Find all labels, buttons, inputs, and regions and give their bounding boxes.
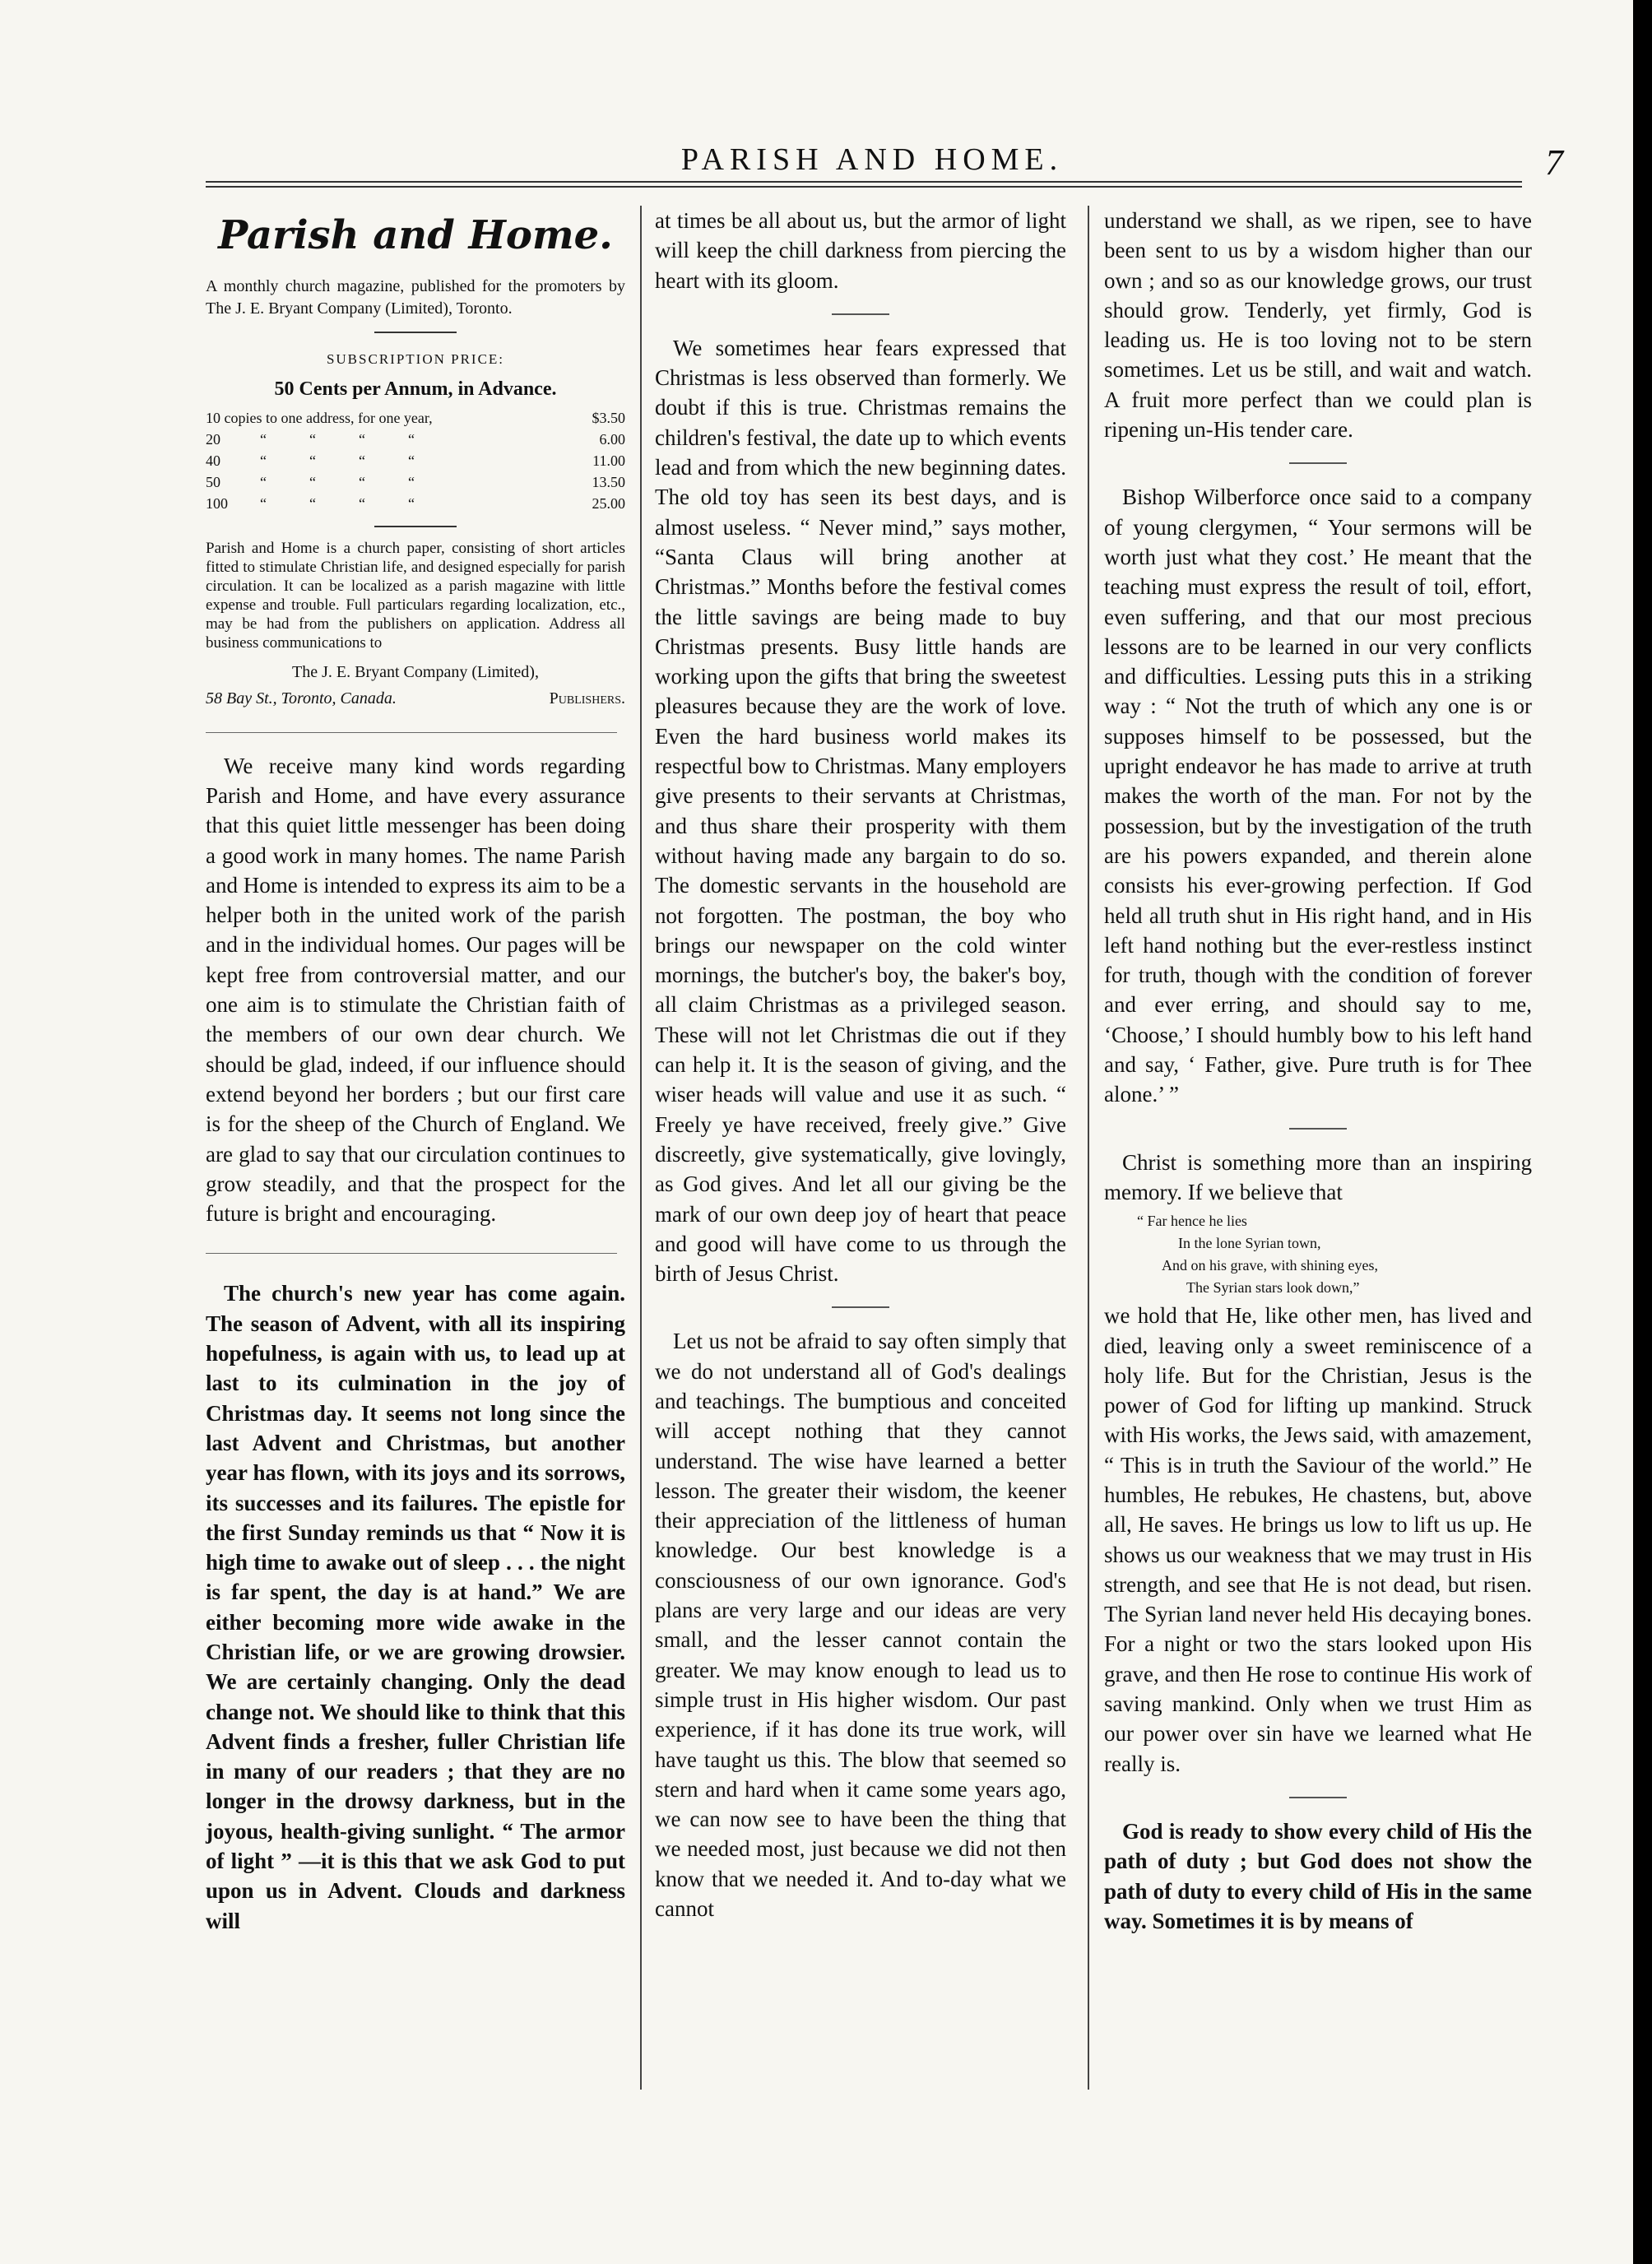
rate-amount: 25.00 [592,495,625,513]
rate-row: 50 “ “ “ “ 13.50 [206,471,625,493]
masthead-description: A monthly church magazine, published for the promoters by The J. E. Bryant Company (Limited), Toronto. [206,276,625,318]
subscription-label: SUBSCRIPTION PRICE: [326,350,505,367]
divider [1289,462,1347,464]
rate-row: 40 “ “ “ “ 11.00 [206,450,625,471]
article-paragraph: Bishop Wilberforce once said to a company of young clergymen, “ Your sermons will be worth just what they cost.’ He meant that the teaching must express the result of toil, effort, even suffering, and that our most precious lessons are to be learned in our very conflicts and difficulties. Lessing puts this in a striking way : “ Not the truth of which any one is or supposes himself to be possessed, but the upright endeavor he has made to arrive at truth makes the worth of the man. For not by the possession, but by the investigation of the truth are his powers expanded, and therein alone consists his ever-growing perfection. If God held all truth shut in His right hand, and in His left hand nothing but the ever-restless instinct for truth, though with the condition of forever and ever erring, and should say to me, ‘Choose,’ I should humbly bow to his left hand and say, ‘ Father, give. Pure truth is for Thee alone.’ ” [1104,485,1532,1107]
publisher-notice: Parish and Home is a church paper, consisting of short articles fitted to stimulate Christian life, and designed especially for parish circulation. It can be localized as a parish magazine with little expense and trouble. Full particulars regarding localization, etc., may be had from the publishers on application. Address all business communications to [206,540,625,652]
publisher-address-row [206,684,625,713]
column-divider [1088,206,1089,2090]
divider [1289,1128,1347,1130]
page-number: 7 [1545,142,1563,183]
article-paragraph: Let us not be afraid to say often simply that we do not understand all of God's dealings and teachings. The bumptious and conceited will accept nothing that they cannot understand. The wise have learned a better lesson. The greater their wisdom, the keener their appreciation of the littleness of human knowledge. Our best knowledge is a consciousness of our own ignorance. God's plans are very large and our ideas are very small, and the lesser cannot contain the greater. We may know enough to lead us to simple trust in His higher wisdom. Our past experience, if it has done its true work, will have taught us this. The blow that seemed so stern and hard when it came some years ago, we can now see to have been the thing that we needed most, just because we did not then know that we needed it. And to-day what we cannot [655,1329,1066,1922]
divider [374,332,457,333]
divider [374,526,457,527]
article-paragraph: understand we shall, as we ripen, see to have been sent to us by a wisdom higher than our own ; and so as our knowledge grows, our trust should grow. Tenderly, yet firmly, God is leading us. He is too loving not to be stern sometimes. Let us be still, and wait and watch. A fruit more perfect than we could plan is ripening un-His tender care. [1104,208,1532,443]
article-paragraph: Christ is something more than an inspiring memory. If we believe that [1104,1149,1532,1204]
rate-amount: 11.00 [592,452,625,470]
article-paragraph: The church's new year has come again. The season of Advent, with all its inspiring hopefulness, is again with us, to lead up at last to its culmination in the joy of Christmas day. It seems not long since the last Advent and Christmas, but another year has flown, with its joys and its sorrows, its successes and its failures. The epistle for the first Sunday reminds us that “ Now it is high time to awake out of sleep . . . the night is far spent, the day is at hand.” We are either becoming more wide awake in the Christian life, or we are growing drowsier. We are certainly changing. Only the dead change not. We should like to think that this Advent finds a fresher, fuller Christian life in many of our readers ; that they are no longer in the drowsy darkness, but in the joyous, health-giving sunlight. “ The armor of light ” —it is this that we ask God to put upon us in Advent. Clouds and darkness will [206,1281,625,1933]
poem-line: The Syrian stars look down,” [1186,1279,1360,1297]
rates-table [206,407,625,514]
poem-line: In the lone Syrian town, [1178,1235,1321,1252]
column-2 [655,206,1066,2081]
section-rule [206,732,617,733]
column-3 [1104,206,1532,2081]
rate-copies: 10 copies to one address, for one year, [206,410,433,427]
rate-copies: 20 [206,431,220,448]
poem-quote [1137,1210,1532,1299]
article-paragraph: We receive many kind words regarding Parish and Home, and have every assurance that this quiet little messenger has been doing a good work in many homes. The name Parish and Home is intended to express its aim to be a helper both in the united work of the parish and in the individual homes. Our pages will be kept free from controversial matter, and our one aim is to stimulate the Christian faith of the members of our own dear church. We should be glad, indeed, if our influence should extend beyond her borders ; but our first care is for the sheep of the Church of England. We are glad to say that our circulation continues to grow steadily, and that the prospect for the future is bright and encouraging. [206,753,625,1227]
subscription-price: 50 Cents per Annum, in Advance. [274,378,557,401]
column-1 [206,206,625,2081]
poem-line: “ Far hence he lies [1137,1213,1247,1230]
rate-copies: 50 [206,474,220,491]
rate-amount: 13.50 [592,474,625,491]
article-paragraph: we hold that He, like other men, has lived and died, leaving only a sweet reminiscence of a holy life. But for the Christian, Jesus is the power of God for lifting up mankind. Struck with His works, the Jews said, with amazement, “ This is in truth the Saviour of the world.” He humbles, He rebukes, He chastens, but, above all, He saves. He brings us low to lift us up. He shows us our weakness that we may trust in His strength, and see that He is not dead, but risen. The Syrian land never held His decaying bones. For a night or two the stars looked upon His grave, and then He rose to continue His work of saving mankind. Only when we trust Him as our power over sin have we learned what He really is. [1104,1303,1532,1776]
article-paragraph: God is ready to show every child of His the path of duty ; but God does not show the path of duty to every child of His in the same way. Sometimes it is by means of [1104,1818,1532,1933]
rate-row: 100 “ “ “ “ 25.00 [206,493,625,514]
column-divider [640,206,642,2090]
article-paragraph: at times be all about us, but the armor of light will keep the chill darkness from piercing the heart with its gloom. [655,208,1066,293]
article-paragraph: We sometimes hear fears expressed that Christmas is less observed than formerly. We doubt if this is true. Christmas remains the children's festival, the date up to which events lead and from which the new beginning dates. The old toy has seen its best days, and is almost useless. “ Never mind,” says mother, “Santa Claus will bring another at Christmas.” Months before the festival comes the little savings are being made to buy Christmas presents. Busy little hands are working upon the gifts that bring the sweetest pleasures because they are the work of love. Even the hard business world makes its respectful bow to Christmas. Many employers give presents to their servants at Christmas, and thus share their prosperity with them without having made any bargain to do so. The domestic servants in the household are not forgotten. The postman, the boy who brings our newspaper on the cold winter mornings, the butcher's boy, the baker's boy, all claim Christmas as a privileged season. These will not let Christmas die out if they can help it. It is the season of giving, and the wiser heads will value and use it as such. “ Freely ye have received, freely give.” Give discreetly, give systematically, give lovingly, as God gives. And let all our giving be the mark of our own deep joy of heart that peace and good will have come to us through the birth of Jesus Christ. [655,335,1066,1287]
publisher-name: The J. E. Bryant Company (Limited), [292,663,539,682]
divider [832,1306,889,1308]
rate-row [206,407,625,429]
header-rule [206,181,1522,188]
rate-copies: 100 [206,495,228,513]
masthead-title: Parish and Home. [218,212,613,258]
rate-copies: 40 [206,452,220,470]
rate-amount: 6.00 [599,431,625,448]
rate-row: 20 “ “ “ “ 6.00 [206,429,625,450]
divider [1289,1797,1347,1798]
section-rule [206,1253,617,1254]
running-title: PARISH AND HOME. [680,142,1064,177]
divider [832,313,889,315]
publishers-label: Publishers. [549,689,625,708]
publisher-address: 58 Bay St., Toronto, Canada. [206,689,397,708]
poem-line: And on his grave, with shining eyes, [1162,1257,1378,1274]
rate-amount: $3.50 [592,410,625,427]
